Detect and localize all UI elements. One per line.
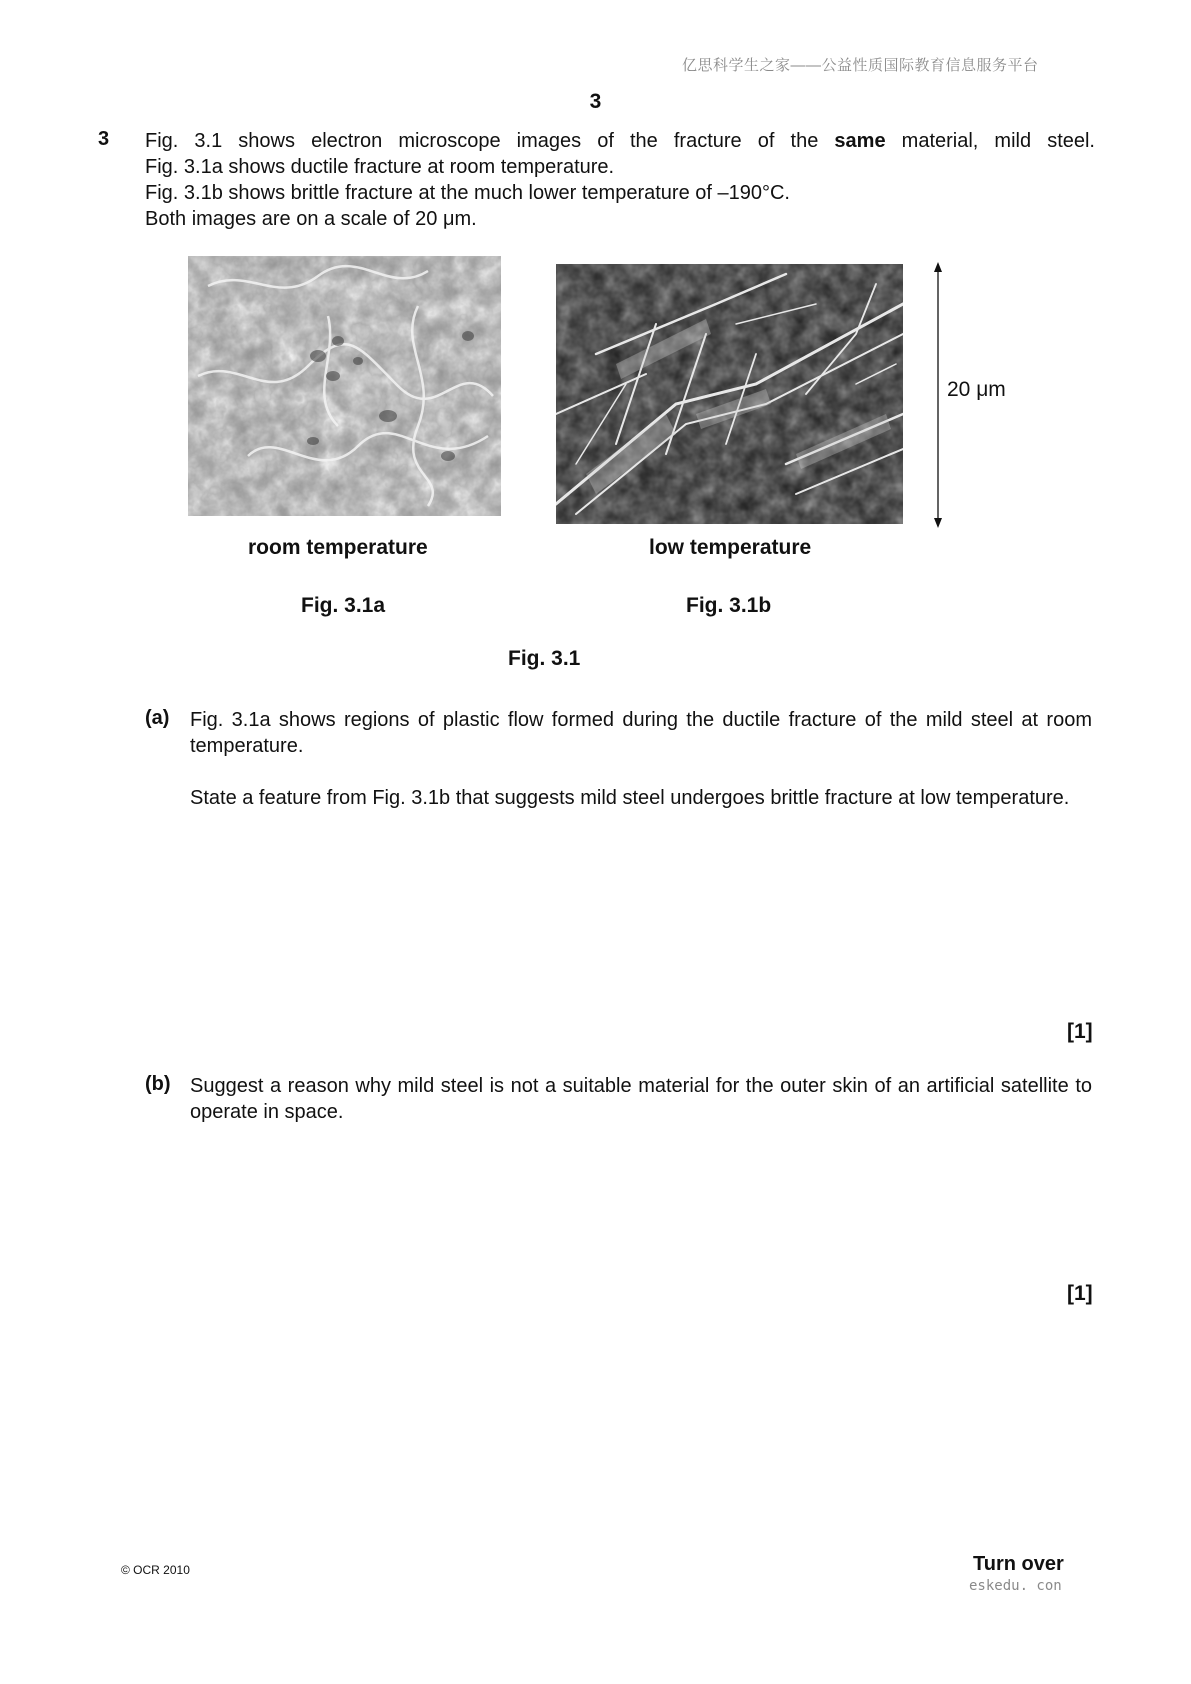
caption-fig-3-1a: Fig. 3.1a bbox=[301, 594, 386, 617]
caption-fig-3-1b: Fig. 3.1b bbox=[686, 594, 772, 617]
caption-low-temperature: low temperature bbox=[649, 536, 812, 559]
intro-line3: Fig. 3.1b shows brittle fracture at the much lower temperature of –190°C. bbox=[145, 182, 790, 204]
watermark-bottom: eskedu. con bbox=[969, 1578, 1062, 1594]
scale-label: 20 μm bbox=[947, 378, 1006, 401]
watermark-top: 亿思科学生之家——公益性质国际教育信息服务平台 bbox=[682, 57, 1039, 74]
part-b-text1: Suggest a reason why mild steel is not a suitable material for the outer skin of an artificial satellite to operate in space. bbox=[190, 1075, 1092, 1123]
copyright: © OCR 2010 bbox=[121, 1563, 190, 1577]
part-a-text2: State a feature from Fig. 3.1b that suggests mild steel undergoes brittle fracture at low temperature. bbox=[190, 787, 1070, 809]
caption-fig-3-1: Fig. 3.1 bbox=[508, 647, 581, 670]
page-number: 3 bbox=[589, 90, 602, 113]
turn-over: Turn over bbox=[973, 1553, 1064, 1575]
part-a-label: (a) bbox=[145, 707, 170, 729]
question-number: 3 bbox=[98, 128, 110, 150]
intro-line1-post: material, mild steel. bbox=[885, 130, 1095, 152]
question-intro bbox=[145, 128, 1095, 232]
scale-bar-arrow bbox=[928, 262, 948, 528]
part-b-mark: [1] bbox=[1067, 1282, 1093, 1305]
part-b-label: (b) bbox=[145, 1073, 171, 1095]
part-a-mark: [1] bbox=[1067, 1020, 1093, 1043]
part-a-text bbox=[190, 707, 1092, 837]
intro-line1-bold: same bbox=[834, 130, 886, 152]
part-a-text1: Fig. 3.1a shows regions of plastic flow formed during the ductile fracture of the mild steel at room temperature. bbox=[190, 709, 1092, 757]
caption-room-temperature: room temperature bbox=[248, 536, 428, 559]
intro-line1-pre: Fig. 3.1 shows electron microscope images of the fracture of the bbox=[145, 130, 835, 152]
intro-line4: Both images are on a scale of 20 μm. bbox=[145, 208, 477, 230]
intro-line2: Fig. 3.1a shows ductile fracture at room temperature. bbox=[145, 156, 615, 178]
part-b-text bbox=[190, 1073, 1092, 1151]
micrograph-room-temperature bbox=[188, 256, 501, 516]
micrograph-low-temperature bbox=[556, 264, 903, 524]
